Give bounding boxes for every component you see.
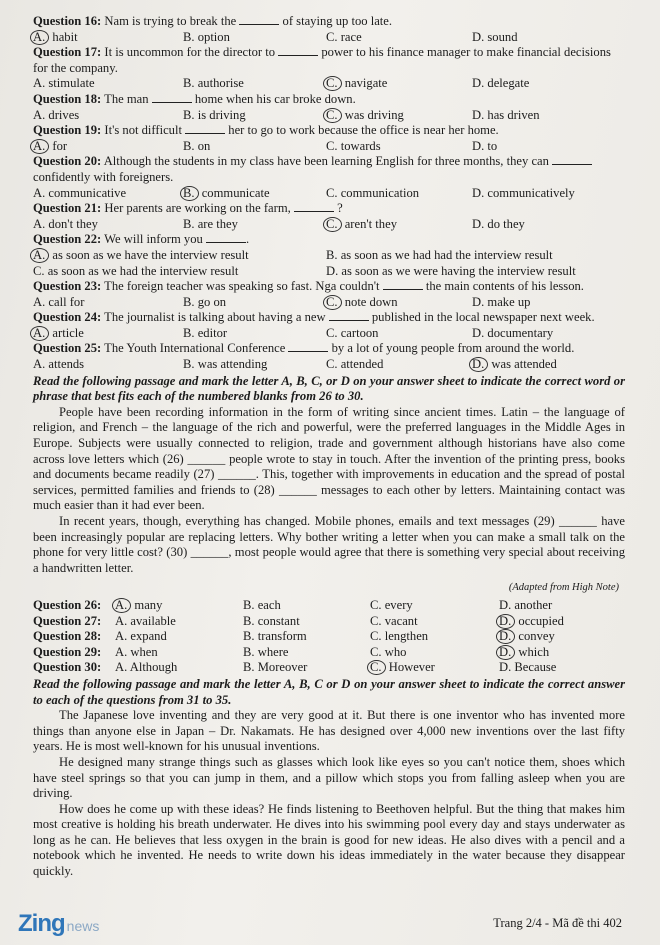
option-letter: D. bbox=[496, 645, 515, 660]
question-label: Question 23: bbox=[33, 279, 102, 294]
option bbox=[33, 248, 326, 264]
answer-blank bbox=[552, 154, 592, 165]
option bbox=[183, 326, 326, 342]
option-text: attends bbox=[48, 357, 85, 372]
option-letter: D. bbox=[496, 629, 515, 644]
option bbox=[326, 326, 472, 342]
option-text: is driving bbox=[197, 107, 246, 122]
option-text: editor bbox=[197, 325, 228, 340]
option-text: every bbox=[384, 597, 413, 612]
option-letter: D. bbox=[472, 185, 485, 200]
option bbox=[33, 186, 183, 202]
question-text: Although the students in my class have been learning English for three months, they can bbox=[101, 154, 553, 169]
option-letter: B. bbox=[243, 644, 255, 659]
question-label: Question 25: bbox=[33, 341, 102, 356]
cloze-passage bbox=[33, 405, 625, 577]
option bbox=[472, 295, 625, 311]
option-letter: A. bbox=[33, 357, 46, 372]
option-letter: D. bbox=[472, 76, 485, 91]
option bbox=[243, 660, 370, 676]
option-text: has driven bbox=[487, 107, 540, 122]
paragraph: In recent years, though, everything has changed. Mobile phones, emails and text messages (29) ______ have been increasingly popular are replacing letters. Why bother writing a letter when you can make a small talk on the phone for very little cost? (30) ______, most people would agree that there is something very special about receiving a handwritten letter. bbox=[33, 514, 625, 575]
option bbox=[326, 248, 625, 264]
question-label: Question 16: bbox=[33, 14, 102, 28]
option-letter: D. bbox=[472, 29, 485, 44]
option-text: when bbox=[130, 644, 158, 659]
option bbox=[326, 357, 472, 373]
option-text: was attended bbox=[491, 357, 557, 372]
question-label: Question 18: bbox=[33, 91, 102, 106]
options bbox=[33, 295, 625, 311]
option-text: as soon as we had the interview result bbox=[47, 263, 239, 278]
question-stem bbox=[33, 232, 625, 248]
option bbox=[370, 645, 499, 661]
option-text: as soon as we had had the interview result bbox=[340, 247, 553, 262]
option bbox=[183, 217, 326, 233]
option bbox=[326, 295, 472, 311]
option bbox=[499, 629, 625, 645]
paragraph: He designed many strange things such as glasses which look like eyes so you can't notice them, shoes which have steel springs so that you can jump in them, and a pillow which stops you from falling asleep when you are driving. bbox=[33, 754, 625, 801]
option-letter: B. bbox=[243, 613, 255, 628]
question-text: It is uncommon for the director to bbox=[101, 45, 279, 60]
question-text: The man bbox=[101, 91, 152, 106]
option-letter: D. bbox=[472, 325, 485, 340]
zing-news-logo: Zing news bbox=[18, 910, 100, 937]
cloze-question bbox=[33, 629, 625, 645]
option bbox=[115, 660, 243, 676]
option-text: where bbox=[257, 644, 289, 659]
option-letter: D. bbox=[472, 138, 485, 153]
question-stem bbox=[33, 279, 625, 295]
question bbox=[33, 232, 625, 279]
question-stem bbox=[33, 14, 625, 30]
reading-passage bbox=[33, 708, 625, 880]
question-stem bbox=[33, 92, 625, 108]
question bbox=[33, 154, 625, 201]
option-text: note down bbox=[344, 294, 398, 309]
option-letter: D. bbox=[469, 357, 488, 372]
question-stem bbox=[33, 341, 625, 357]
options bbox=[33, 248, 625, 279]
option-letter: B. bbox=[183, 294, 195, 309]
option-text: Because bbox=[514, 660, 557, 675]
option-text: race bbox=[340, 29, 362, 44]
option bbox=[243, 614, 370, 630]
option-letter: A. bbox=[30, 139, 49, 154]
answer-blank bbox=[152, 92, 192, 103]
option-text: attended bbox=[340, 357, 384, 372]
question-text-after: ? bbox=[333, 201, 343, 216]
option-letter: A. bbox=[33, 107, 46, 122]
question-text: The journalist is talking about having a new bbox=[101, 310, 329, 325]
option-letter: C. bbox=[33, 263, 45, 278]
question-label: Question 30: bbox=[33, 660, 102, 675]
question-text-after: the main contents of his lesson. bbox=[422, 279, 584, 294]
passage-source: (Adapted from High Note) bbox=[508, 582, 619, 594]
option bbox=[472, 139, 625, 155]
options bbox=[33, 326, 625, 342]
option bbox=[499, 660, 625, 676]
option-letter: C. bbox=[326, 29, 338, 44]
question-text-after: home when his car broke down. bbox=[191, 91, 356, 106]
option bbox=[33, 30, 183, 46]
option bbox=[33, 217, 183, 233]
option-text: make up bbox=[487, 294, 531, 309]
question-text: Her parents are working on the farm, bbox=[101, 201, 294, 216]
answer-blank bbox=[185, 123, 225, 134]
option bbox=[183, 30, 326, 46]
option-letter: C. bbox=[326, 357, 338, 372]
question-text: It's not difficult bbox=[101, 123, 186, 138]
option bbox=[472, 76, 625, 92]
option bbox=[33, 357, 183, 373]
paragraph: The Japanese love inventing and they are very good at it. But there is one inventor who has invented more things than anyone else in Japan – Dr. Nakamats. He has designed over 4,000 new inventions over the last fifty years. He is most well-known for his unusual inventions. bbox=[33, 708, 625, 754]
option-letter: A. bbox=[115, 613, 128, 628]
options bbox=[33, 76, 625, 92]
option-letter: B. bbox=[243, 660, 255, 675]
question bbox=[33, 341, 625, 372]
options bbox=[33, 217, 625, 233]
option-letter: D. bbox=[499, 597, 512, 612]
option-letter: A. bbox=[33, 216, 46, 231]
option-letter: D. bbox=[472, 294, 485, 309]
option-letter: D. bbox=[499, 660, 512, 675]
option bbox=[183, 76, 326, 92]
question-stem bbox=[33, 154, 625, 185]
question-label: Question 21: bbox=[33, 201, 102, 216]
option-letter: C. bbox=[370, 597, 382, 612]
options bbox=[33, 186, 625, 202]
question bbox=[33, 92, 625, 123]
question-label: Question 27: bbox=[33, 613, 102, 628]
answer-blank bbox=[383, 279, 423, 290]
page-number: Trang 2/4 - Mã đề thi 402 bbox=[493, 916, 622, 930]
option bbox=[499, 598, 625, 614]
options bbox=[33, 357, 625, 373]
option-text: article bbox=[52, 325, 84, 340]
option-text: transform bbox=[257, 629, 307, 644]
paragraph: How does he come up with these ideas? He finds listening to Beethoven helpful. But the thing that makes him most creative is holding his breath underwater. He dives into his swimming pool every day and stays underwater as long as he can. He believes that less oxygen in the brain is good for new ideas. He also dives with a pencil and a notebook which he invented. He needs to write down his ideas immediately in the water because they disappear quickly. bbox=[33, 801, 625, 879]
question-stem bbox=[33, 201, 625, 217]
option-letter: A. bbox=[30, 30, 49, 45]
question-label: Question 22: bbox=[33, 232, 102, 247]
option bbox=[326, 30, 472, 46]
option-text: communicate bbox=[201, 185, 270, 200]
option-letter: C. bbox=[326, 325, 338, 340]
option-text: option bbox=[197, 29, 230, 44]
question-text: We will inform you bbox=[101, 232, 206, 247]
cloze-question bbox=[33, 598, 625, 614]
option-text: call for bbox=[48, 294, 85, 309]
option-text: lengthen bbox=[384, 629, 429, 644]
question-text-after: by a lot of young people from around the world. bbox=[328, 341, 575, 356]
option-letter: B. bbox=[243, 629, 255, 644]
option-letter: A. bbox=[33, 76, 46, 91]
option bbox=[472, 30, 625, 46]
option-letter: A. bbox=[30, 326, 49, 341]
passage-instruction-1: Read the following passage and mark the letter A, B, C, or D on your answer sheet to indicate the correct word or phrase that best fits each of the numbered blanks from 26 to 30. bbox=[33, 373, 625, 404]
option-letter: D. bbox=[472, 216, 485, 231]
question-text: The foreign teacher was speaking so fast. Nga couldn't bbox=[101, 279, 383, 294]
question-text-after: power to his finance manager to make financial decisions for the company. bbox=[33, 45, 611, 75]
question bbox=[33, 201, 625, 232]
option bbox=[326, 76, 472, 92]
option bbox=[33, 76, 183, 92]
option-letter: A. bbox=[115, 629, 128, 644]
option-letter: C. bbox=[323, 217, 342, 232]
option-letter: B. bbox=[183, 216, 195, 231]
option-text: navigate bbox=[344, 76, 388, 91]
answer-blank bbox=[239, 14, 279, 25]
option-text: sound bbox=[487, 29, 518, 44]
option-text: constant bbox=[257, 613, 300, 628]
option bbox=[183, 186, 326, 202]
option-text: towards bbox=[340, 138, 381, 153]
option bbox=[499, 614, 625, 630]
option bbox=[183, 295, 326, 311]
question bbox=[33, 123, 625, 154]
question bbox=[33, 14, 625, 45]
cloze-question bbox=[33, 645, 625, 661]
options bbox=[33, 108, 625, 124]
question-label: Question 19: bbox=[33, 123, 102, 138]
option bbox=[370, 614, 499, 630]
option-text: many bbox=[134, 597, 163, 612]
option-text: which bbox=[518, 644, 550, 659]
option bbox=[33, 295, 183, 311]
question-stem bbox=[33, 45, 625, 76]
answer-blank bbox=[278, 45, 318, 56]
options bbox=[33, 139, 625, 155]
options bbox=[33, 30, 625, 46]
question bbox=[33, 279, 625, 310]
answer-blank bbox=[288, 341, 328, 352]
option-letter: A. bbox=[115, 660, 128, 675]
option-text: communicative bbox=[48, 185, 127, 200]
question-stem bbox=[33, 123, 625, 139]
option-letter: C. bbox=[370, 613, 382, 628]
option-text: don't they bbox=[48, 216, 98, 231]
option-letter: C. bbox=[323, 295, 342, 310]
question-text-after: of staying up too late. bbox=[279, 14, 393, 28]
option bbox=[115, 598, 243, 614]
question-label: Question 29: bbox=[33, 644, 102, 659]
option bbox=[183, 139, 326, 155]
option-text: cartoon bbox=[340, 325, 379, 340]
option-text: as soon as we have the interview result bbox=[52, 247, 249, 262]
option-text: authorise bbox=[197, 76, 244, 91]
option bbox=[243, 645, 370, 661]
question-label: Question 17: bbox=[33, 45, 102, 60]
option bbox=[326, 139, 472, 155]
option-letter: C. bbox=[323, 76, 342, 91]
option-text: on bbox=[197, 138, 211, 153]
option-text: was attending bbox=[197, 357, 268, 372]
option-text: was driving bbox=[344, 107, 404, 122]
option-text: delegate bbox=[487, 76, 530, 91]
option-letter: B. bbox=[243, 597, 255, 612]
option bbox=[243, 629, 370, 645]
option-text: documentary bbox=[487, 325, 554, 340]
option-text: habit bbox=[52, 29, 78, 44]
option bbox=[115, 629, 243, 645]
option bbox=[33, 139, 183, 155]
option-letter: A. bbox=[33, 294, 46, 309]
option-text: stimulate bbox=[48, 76, 95, 91]
option-text: convey bbox=[518, 629, 555, 644]
option bbox=[472, 186, 625, 202]
option bbox=[115, 614, 243, 630]
question-text-after: her to go to work because the office is near her home. bbox=[225, 123, 499, 138]
option bbox=[472, 326, 625, 342]
option-letter: A. bbox=[112, 598, 131, 613]
option-letter: A. bbox=[115, 644, 128, 659]
question-text-after: . bbox=[245, 232, 250, 247]
option-letter: B. bbox=[183, 107, 195, 122]
option-text: aren't they bbox=[344, 216, 397, 231]
option-letter: B. bbox=[183, 29, 195, 44]
option-letter: A. bbox=[30, 248, 49, 263]
option-text: who bbox=[384, 644, 407, 659]
question-label: Question 20: bbox=[33, 154, 102, 169]
option-text: each bbox=[257, 597, 281, 612]
option-letter: B. bbox=[183, 76, 195, 91]
option-letter: C. bbox=[370, 644, 382, 659]
option bbox=[33, 108, 183, 124]
cloze-question bbox=[33, 614, 625, 630]
option-letter: B. bbox=[183, 138, 195, 153]
option bbox=[370, 598, 499, 614]
option bbox=[33, 264, 326, 280]
option bbox=[326, 264, 625, 280]
option bbox=[370, 629, 499, 645]
option-text: available bbox=[130, 613, 176, 628]
option-text: Moreover bbox=[257, 660, 308, 675]
answer-blank bbox=[206, 232, 246, 243]
option-letter: C. bbox=[326, 138, 338, 153]
option-letter: A. bbox=[33, 185, 46, 200]
page-footer bbox=[0, 902, 660, 945]
option-text: go on bbox=[197, 294, 227, 309]
option-text: as soon as we were having the interview result bbox=[341, 263, 576, 278]
option bbox=[370, 660, 499, 676]
option-letter: D. bbox=[496, 614, 515, 629]
option bbox=[33, 326, 183, 342]
option-letter: C. bbox=[326, 185, 338, 200]
option-letter: D. bbox=[326, 263, 339, 278]
option-text: do they bbox=[487, 216, 525, 231]
cloze-question bbox=[33, 660, 625, 676]
option-letter: D. bbox=[472, 107, 485, 122]
multiple-choice-section bbox=[33, 14, 625, 373]
option-text: occupied bbox=[518, 613, 564, 628]
question-text: Nam is trying to break the bbox=[101, 14, 240, 28]
answer-blank bbox=[294, 201, 334, 212]
option bbox=[472, 357, 625, 373]
option bbox=[326, 186, 472, 202]
option-letter: B. bbox=[326, 247, 338, 262]
option-text: However bbox=[388, 660, 435, 675]
option bbox=[472, 217, 625, 233]
option-text: communication bbox=[340, 185, 420, 200]
question-text-after: confidently with foreigners. bbox=[33, 169, 174, 184]
option bbox=[115, 645, 243, 661]
option-text: for bbox=[52, 138, 68, 153]
question-label: Question 26: bbox=[33, 597, 102, 612]
question-text: The Youth International Conference bbox=[101, 341, 289, 356]
option-text: another bbox=[514, 597, 553, 612]
option bbox=[326, 108, 472, 124]
passage-instruction-2: Read the following passage and mark the letter A, B, C or D on your answer sheet to indicate the correct answer to each of the questions from 31 to 35. bbox=[33, 676, 625, 707]
option-text: Although bbox=[129, 660, 178, 675]
question-label: Question 28: bbox=[33, 629, 102, 644]
option bbox=[183, 108, 326, 124]
question-label: Question 24: bbox=[33, 310, 102, 325]
option-letter: B. bbox=[183, 325, 195, 340]
question-stem bbox=[33, 310, 625, 326]
option-letter: B. bbox=[183, 357, 195, 372]
option-letter: C. bbox=[370, 629, 382, 644]
answer-blank bbox=[329, 310, 369, 321]
question bbox=[33, 45, 625, 92]
cloze-questions bbox=[33, 598, 625, 676]
option-text: to bbox=[487, 138, 498, 153]
question-text-after: published in the local newspaper next week. bbox=[368, 310, 595, 325]
option-text: vacant bbox=[384, 613, 418, 628]
option bbox=[326, 217, 472, 233]
paragraph: People have been recording information in the form of writing since ancient times. Latin – the language of religion, and French – the language of the rich and powerful, were the preferred languages in the Middle Ages in Europe. Subjects were usually connected to religion, trade and government although historians have also come across love letters which (26) ______ people wrote to stay in touch. After the invention of the printing press, books and documents became readily (27) ______. This, together with improvements in education and the spread of postal services, permitted families and friends to (28) ______ messages to each other by letters. Maintaining contact was much easier than it had ever been. bbox=[33, 404, 625, 513]
option bbox=[499, 645, 625, 661]
option-text: are they bbox=[197, 216, 238, 231]
option bbox=[243, 598, 370, 614]
option-text: communicatively bbox=[487, 185, 575, 200]
question bbox=[33, 310, 625, 341]
option bbox=[472, 108, 625, 124]
exam-content bbox=[33, 14, 625, 880]
option-text: expand bbox=[130, 629, 167, 644]
option-text: drives bbox=[48, 107, 80, 122]
option-letter: C. bbox=[367, 660, 386, 675]
option bbox=[183, 357, 326, 373]
option-letter: B. bbox=[180, 186, 199, 201]
option-letter: C. bbox=[323, 108, 342, 123]
